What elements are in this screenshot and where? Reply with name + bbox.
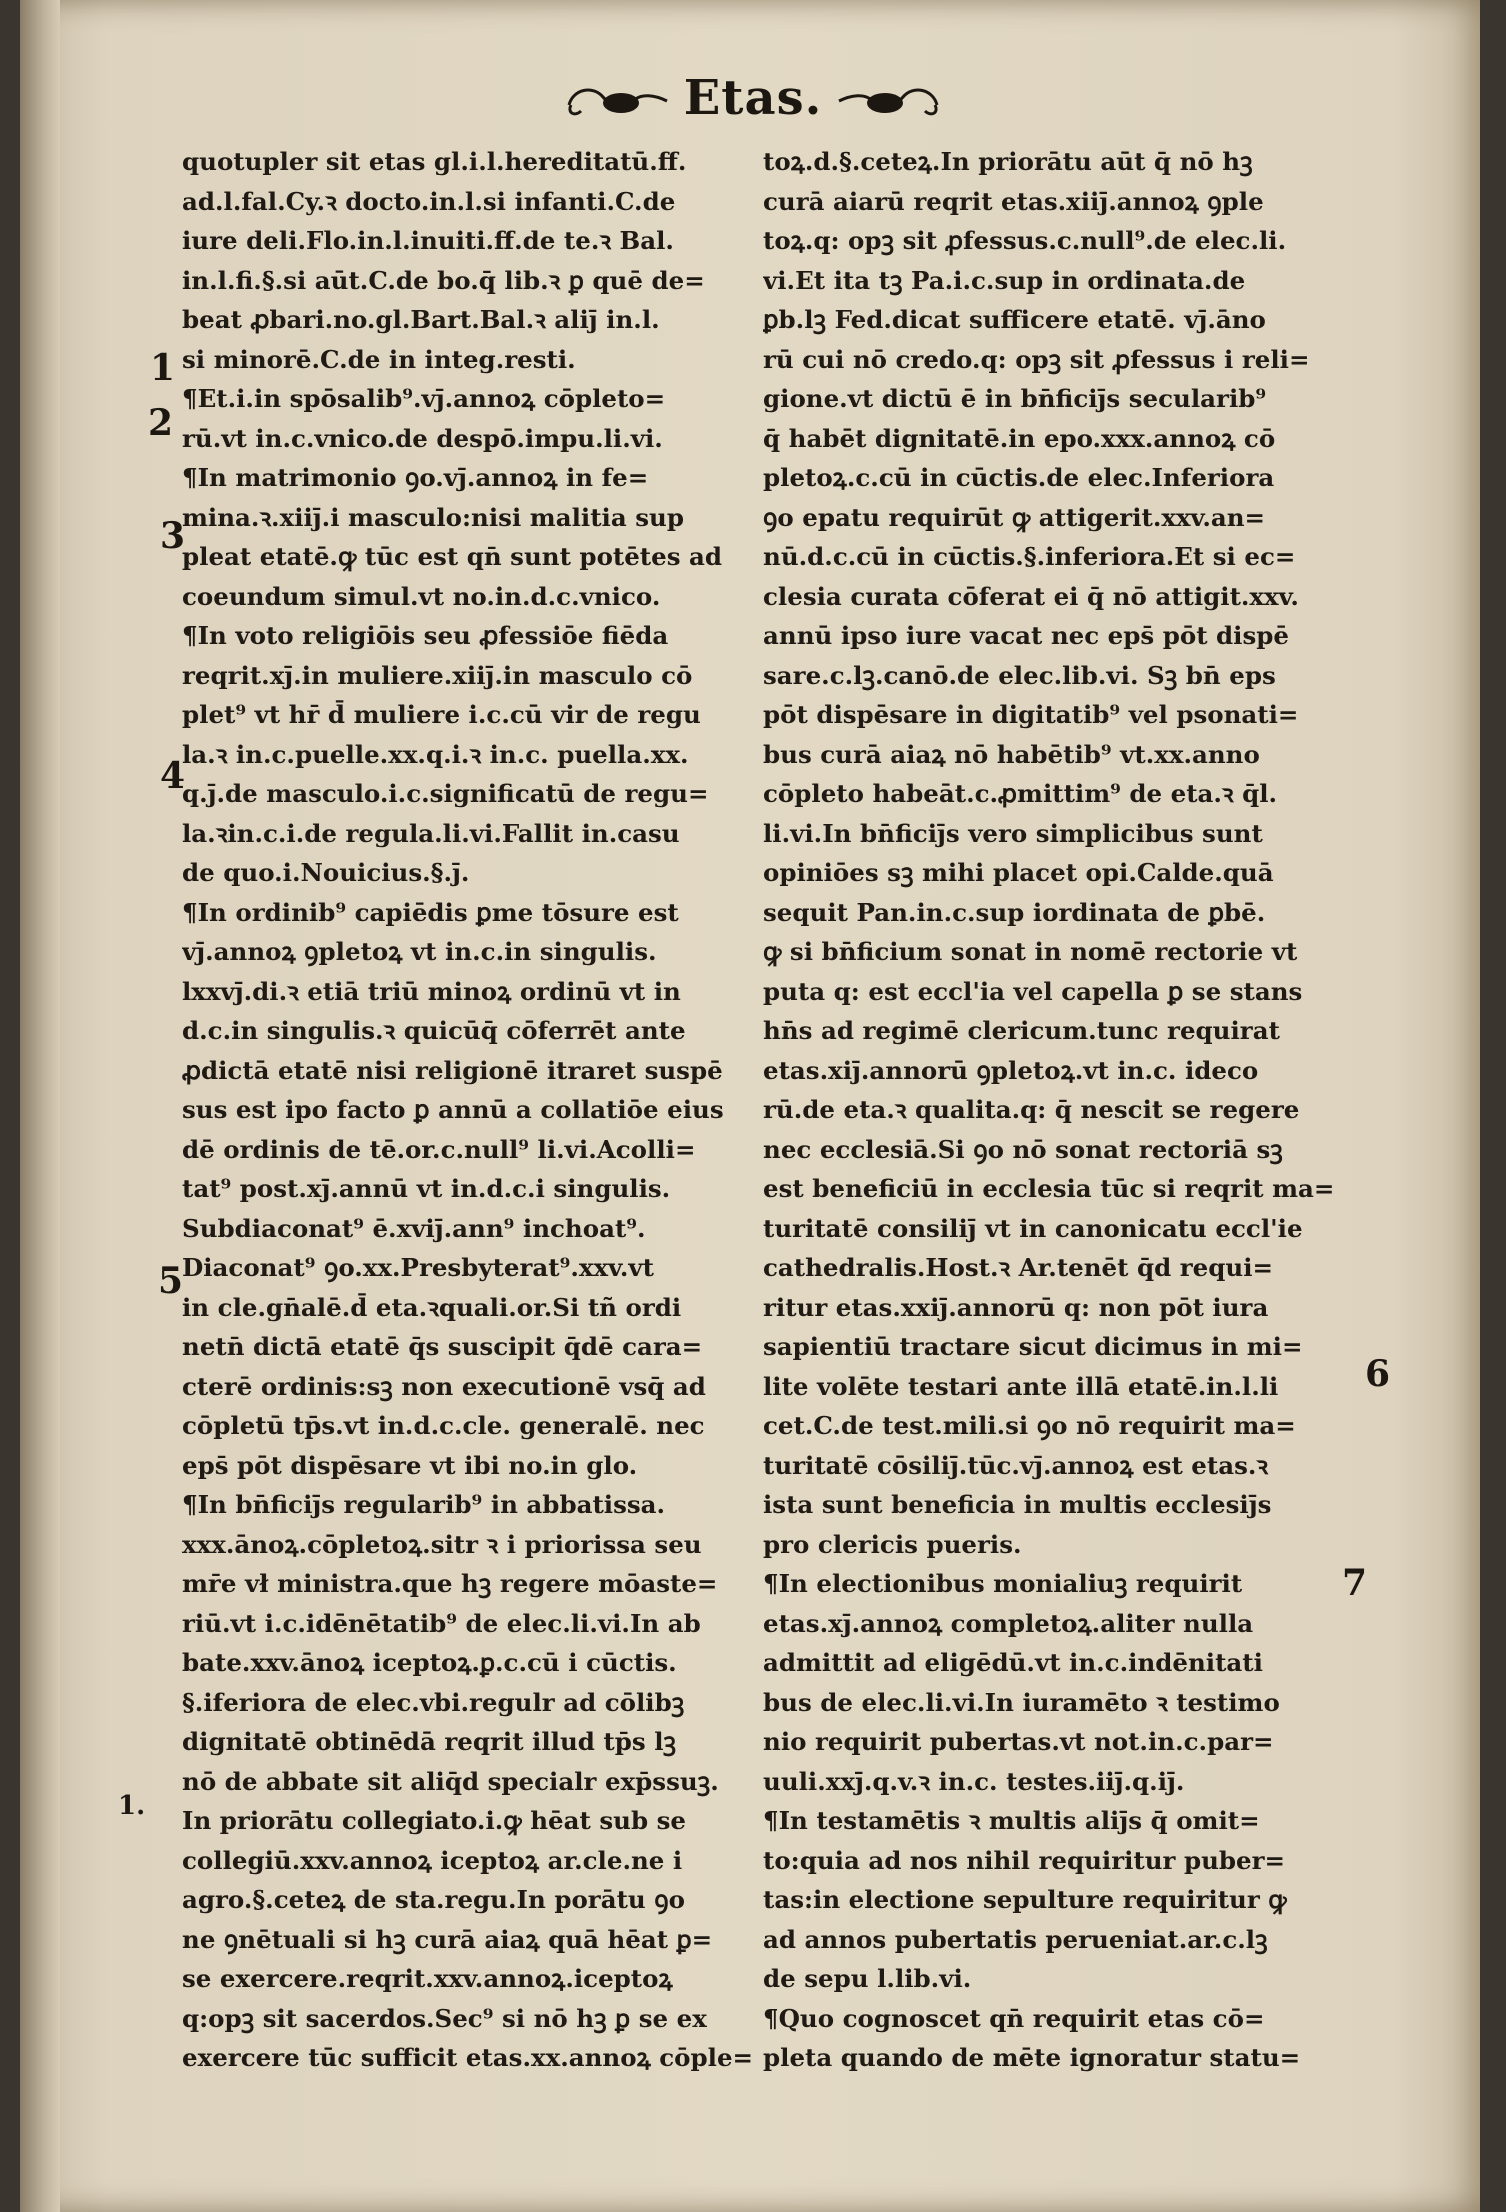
text-line: q:opꝫ sit sacerdos.Sec⁹ si nō hꝫ ꝑ se ex xyxy=(182,2003,707,2033)
margin-numeral: 2 xyxy=(148,402,174,444)
text-line: opiniōes sꝫ mihi placet opi.Calde.quā xyxy=(763,858,1274,887)
text-line: vȷ̄.annoꝝ ꝯpletoꝝ vt in.c.in singulis. xyxy=(182,937,657,966)
text-line: plet⁹ vt hr̄ d̄ muliere i.c.cū vir de regu xyxy=(182,700,701,729)
text-line: tas:in electione sepulture requiritur ꝙ xyxy=(763,1885,1287,1914)
margin-numeral: 6 xyxy=(1365,1353,1391,1395)
text-line: ꝓdictā etatē nisi religionē itraret suspē xyxy=(182,1055,723,1085)
text-line: collegiū.xxv.annoꝝ iceptoꝝ ar.cle.ne i xyxy=(182,1845,683,1875)
text-line: bus de elec.li.vi.In iuramēto ꝛ testimo xyxy=(763,1687,1280,1717)
text-line: sapientiū tractare sicut dicimus in mi= xyxy=(763,1332,1303,1361)
text-line: etas.xiȷ̄.annorū ꝯpletoꝝ.vt in.c. ideco xyxy=(763,1055,1259,1085)
right-text-column xyxy=(763,142,1355,2078)
text-line: reqrit.xȷ̄.in muliere.xiiȷ̄.in masculo cō xyxy=(182,660,693,690)
text-line: cōpletū tp̄s.vt in.d.c.cle. generalē. nec xyxy=(182,1411,705,1440)
text-line: annū ipso iure vacat nec eps̄ pōt dispē xyxy=(763,621,1289,650)
text-line: cterē ordinis:sꝫ non executionē vsq̄ ad xyxy=(182,1371,706,1401)
margin-numeral: 5 xyxy=(158,1260,184,1302)
margin-numeral: 4 xyxy=(160,755,186,797)
text-line: ¶Et.i.in spōsalib⁹.vȷ̄.annoꝝ cōpleto= xyxy=(182,384,666,413)
text-line: mr̄e vł ministra.que hꝫ regere mōaste= xyxy=(182,1569,718,1598)
text-line: rū.vt in.c.vnico.de despō.impu.li.vi. xyxy=(182,423,663,453)
text-line: d.c.in singulis.ꝛ quicūq̄ cōferrēt ante xyxy=(182,1016,686,1045)
margin-numeral: 1 xyxy=(150,347,176,389)
text-line: In priorātu collegiato.i.ꝙ hēat sub se xyxy=(182,1806,686,1835)
text-line: sequit Pan.in.c.sup iordinata de ꝑbē. xyxy=(763,897,1266,927)
text-line: §.iferiora de elec.vbi.regulr ad cōlibꝫ xyxy=(182,1687,685,1717)
text-line: in cle.gn̄alē.d̄ eta.ꝛquali.or.Si tñ ordi xyxy=(182,1292,682,1322)
text-line: la.ꝛin.c.i.de regula.li.vi.Fallit in.casu xyxy=(182,818,680,848)
margin-numeral: 3 xyxy=(160,515,186,557)
text-line: mina.ꝛ.xiiȷ̄.i masculo:nisi malitia sup xyxy=(182,502,684,532)
text-line: quotupler sit etas gl.i.l.hereditatū.ff. xyxy=(182,147,687,176)
text-line: vi.Et ita tꝫ Pa.i.c.sup in ordinata.de xyxy=(763,265,1246,295)
text-line: pleta quando de mēte ignoratur statu= xyxy=(763,2043,1301,2072)
text-line: to:quia ad nos nihil requiritur puber= xyxy=(763,1845,1286,1875)
text-line: la.ꝛ in.c.puelle.xx.q.i.ꝛ in.c. puella.xx. xyxy=(182,739,689,769)
text-line: puta q: est eccl'ia vel capella ꝑ se stans xyxy=(763,976,1303,1006)
text-line: q.ȷ̄.de masculo.i.c.significatū de regu= xyxy=(182,779,709,808)
text-line: toꝝ.q: opꝫ sit ꝓfessus.c.null⁹.de elec.li. xyxy=(763,226,1287,255)
text-line: ad annos pubertatis perueniat.ar.c.lꝫ xyxy=(763,1924,1268,1954)
text-line: ¶In matrimonio ꝯo.vȷ̄.annoꝝ in fe= xyxy=(182,463,649,492)
text-line: li.vi.In bn̄ficiȷ̄s vero simplicibus sunt xyxy=(763,818,1263,848)
text-line: admittit ad eligēdū.vt in.c.indēnitati xyxy=(763,1648,1263,1677)
text-line: exercere tūc sufficit etas.xx.annoꝝ cōple= xyxy=(182,2043,754,2072)
text-line: etas.xȷ̄.annoꝝ completoꝝ.aliter nulla xyxy=(763,1608,1254,1638)
text-line: dignitatē obtinēdā reqrit illud tp̄s lꝫ xyxy=(182,1727,677,1756)
text-line: est beneficiū in ecclesia tūc si reqrit ma= xyxy=(763,1174,1335,1203)
text-line: eps̄ pōt dispēsare vt ibi no.in glo. xyxy=(182,1450,638,1480)
text-line: turitatē cōsiliȷ̄.tūc.vȷ̄.annoꝝ est etas.ꝛ xyxy=(763,1450,1269,1480)
text-line: curā aiarū reqrit etas.xiiȷ̄.annoꝝ ꝯple xyxy=(763,186,1264,216)
left-text-column xyxy=(182,142,774,2078)
text-line: tat⁹ post.xȷ̄.annū vt in.d.c.i singulis. xyxy=(182,1174,671,1203)
running-head xyxy=(0,70,1506,126)
text-line: cōpleto habeāt.c.ꝓmittim⁹ de eta.ꝛ q̄l. xyxy=(763,779,1278,808)
text-line: bate.xxv.ānoꝝ iceptoꝝ.ꝑ.c.cū i cūctis. xyxy=(182,1648,677,1677)
text-line: Subdiaconat⁹ ē.xviȷ̄.ann⁹ inchoat⁹. xyxy=(182,1213,646,1243)
text-line: se exercere.reqrit.xxv.annoꝝ.iceptoꝝ xyxy=(182,1964,673,1993)
text-line: pro clericis pueris. xyxy=(763,1529,1022,1559)
text-line: nec ecclesiā.Si ꝯo nō sonat rectoriā sꝫ xyxy=(763,1134,1283,1164)
text-line: uuli.xxȷ̄.q.v.ꝛ in.c. testes.iiȷ̄.q.iȷ̄. xyxy=(763,1766,1185,1796)
text-line: pōt dispēsare in digitatib⁹ vel psonati= xyxy=(763,700,1299,729)
text-line: ne ꝯnētuali si hꝫ curā aiaꝝ quā hēat ꝑ= xyxy=(182,1924,713,1954)
text-line: cathedralis.Host.ꝛ Ar.tenēt q̄d requi= xyxy=(763,1253,1274,1282)
text-line: iure deli.Flo.in.l.inuiti.ff.de te.ꝛ Bal. xyxy=(182,226,674,255)
text-line: rū.de eta.ꝛ qualita.q: q̄ nescit se regere xyxy=(763,1095,1300,1124)
text-line: q̄ habēt dignitatē.in epo.xxx.annoꝝ cō xyxy=(763,423,1276,453)
text-line: netn̄ dictā etatē q̄s suscipit q̄dē cara= xyxy=(182,1332,703,1361)
text-line: Diaconat⁹ ꝯo.xx.Presbyterat⁹.xxv.vt xyxy=(182,1253,654,1282)
text-line: cet.C.de test.mili.si ꝯo nō requirit ma= xyxy=(763,1411,1296,1440)
text-line: ꝯo epatu requirūt ꝙ attigerit.xxv.an= xyxy=(763,502,1266,532)
text-line: hn̄s ad regimē clericum.tunc requirat xyxy=(763,1016,1280,1045)
text-line: ¶Quo cognoscet qn̄ requirit etas cō= xyxy=(763,2003,1265,2033)
text-line: de quo.i.Nouicius.§.ȷ̄. xyxy=(182,858,470,887)
text-line: nū.d.c.cū in cūctis.§.inferiora.Et si ec= xyxy=(763,542,1296,571)
text-line: nō de abbate sit aliq̄d specialr exp̄ssuꝫ. xyxy=(182,1766,719,1796)
text-line: sus est ipo facto ꝑ annū a collatiōe eius xyxy=(182,1095,724,1124)
text-line: bus curā aiaꝝ nō habētib⁹ vt.xx.anno xyxy=(763,739,1260,769)
text-line: de sepu l.lib.vi. xyxy=(763,1964,972,1993)
text-line: toꝝ.d.§.ceteꝝ.In priorātu aūt q̄ nō hꝫ xyxy=(763,147,1253,176)
text-line: pletoꝝ.c.cū in cūctis.de elec.Inferiora xyxy=(763,463,1275,492)
text-line: dē ordinis de tē.or.c.null⁹ li.vi.Acolli= xyxy=(182,1134,696,1164)
text-line: ¶In testamētis ꝛ multis aliȷ̄s q̄ omit= xyxy=(763,1806,1260,1835)
text-line: lite volēte testari ante illā etatē.in.l.li xyxy=(763,1371,1279,1401)
text-line: in.l.fi.§.si aūt.C.de bo.q̄ lib.ꝛ ꝑ quē de= xyxy=(182,265,705,295)
page-gutter xyxy=(20,0,60,2212)
text-line: ad.l.fal.Cy.ꝛ docto.in.l.si infanti.C.de xyxy=(182,186,676,216)
right-ornament-icon xyxy=(833,75,943,121)
text-line: ista sunt beneficia in multis ecclesiȷ̄s xyxy=(763,1490,1272,1519)
text-line: rū cui nō credo.q: opꝫ sit ꝓfessus i reli= xyxy=(763,344,1310,374)
text-line: clesia curata cōferat ei q̄ nō attigit.xxv. xyxy=(763,581,1299,611)
text-line: xxx.ānoꝝ.cōpletoꝝ.sitr ꝛ i priorissa seu xyxy=(182,1529,702,1559)
margin-numeral: 7 xyxy=(1342,1562,1368,1604)
text-line: ꝙ si bn̄ficium sonat in nomē rectorie vt xyxy=(763,937,1298,966)
text-line: beat ꝓbari.no.gl.Bart.Bal.ꝛ aliȷ̄ in.l. xyxy=(182,305,660,334)
text-line: ¶In voto religiōis seu ꝓfessiōe fiēda xyxy=(182,621,669,650)
text-line: nio requirit pubertas.vt not.in.c.par= xyxy=(763,1727,1274,1756)
text-line: coeundum simul.vt no.in.d.c.vnico. xyxy=(182,581,661,611)
text-line: ꝑb.lꝫ Fed.dicat sufficere etatē. vȷ̄.āno xyxy=(763,305,1266,334)
page-title: Etas. xyxy=(683,70,823,126)
text-line: agro.§.ceteꝝ de sta.regu.In porātu ꝯo xyxy=(182,1885,685,1914)
text-line: ¶In ordinib⁹ capiēdis ꝑme tōsure est xyxy=(182,897,679,927)
text-line: turitatē consiliȷ̄ vt in canonicatu eccl'ie xyxy=(763,1213,1303,1243)
text-line: si minorē.C.de in integ.resti. xyxy=(182,344,576,374)
signature-mark: 1. xyxy=(118,1791,146,1821)
left-ornament-icon xyxy=(563,75,673,121)
text-line: pleat etatē.ꝙ tūc est qn̄ sunt potētes ad xyxy=(182,542,723,571)
text-line: lxxvȷ̄.di.ꝛ etiā triū minoꝝ ordinū vt in xyxy=(182,976,681,1006)
text-line: ¶In electionibus monialiuꝫ requirit xyxy=(763,1569,1243,1598)
text-line: ritur etas.xxiȷ̄.annorū q: non pōt iura xyxy=(763,1292,1269,1322)
text-line: sare.c.lꝫ.canō.de elec.lib.vi. Sꝫ bn̄ eps xyxy=(763,660,1276,690)
text-line: ¶In bn̄ficiȷ̄s regularib⁹ in abbatissa. xyxy=(182,1490,666,1519)
text-line: gione.vt dictū ē in bn̄ficiȷ̄s secularib⁹ xyxy=(763,384,1267,413)
text-line: riū.vt i.c.idēnētatib⁹ de elec.li.vi.In ab xyxy=(182,1608,701,1638)
